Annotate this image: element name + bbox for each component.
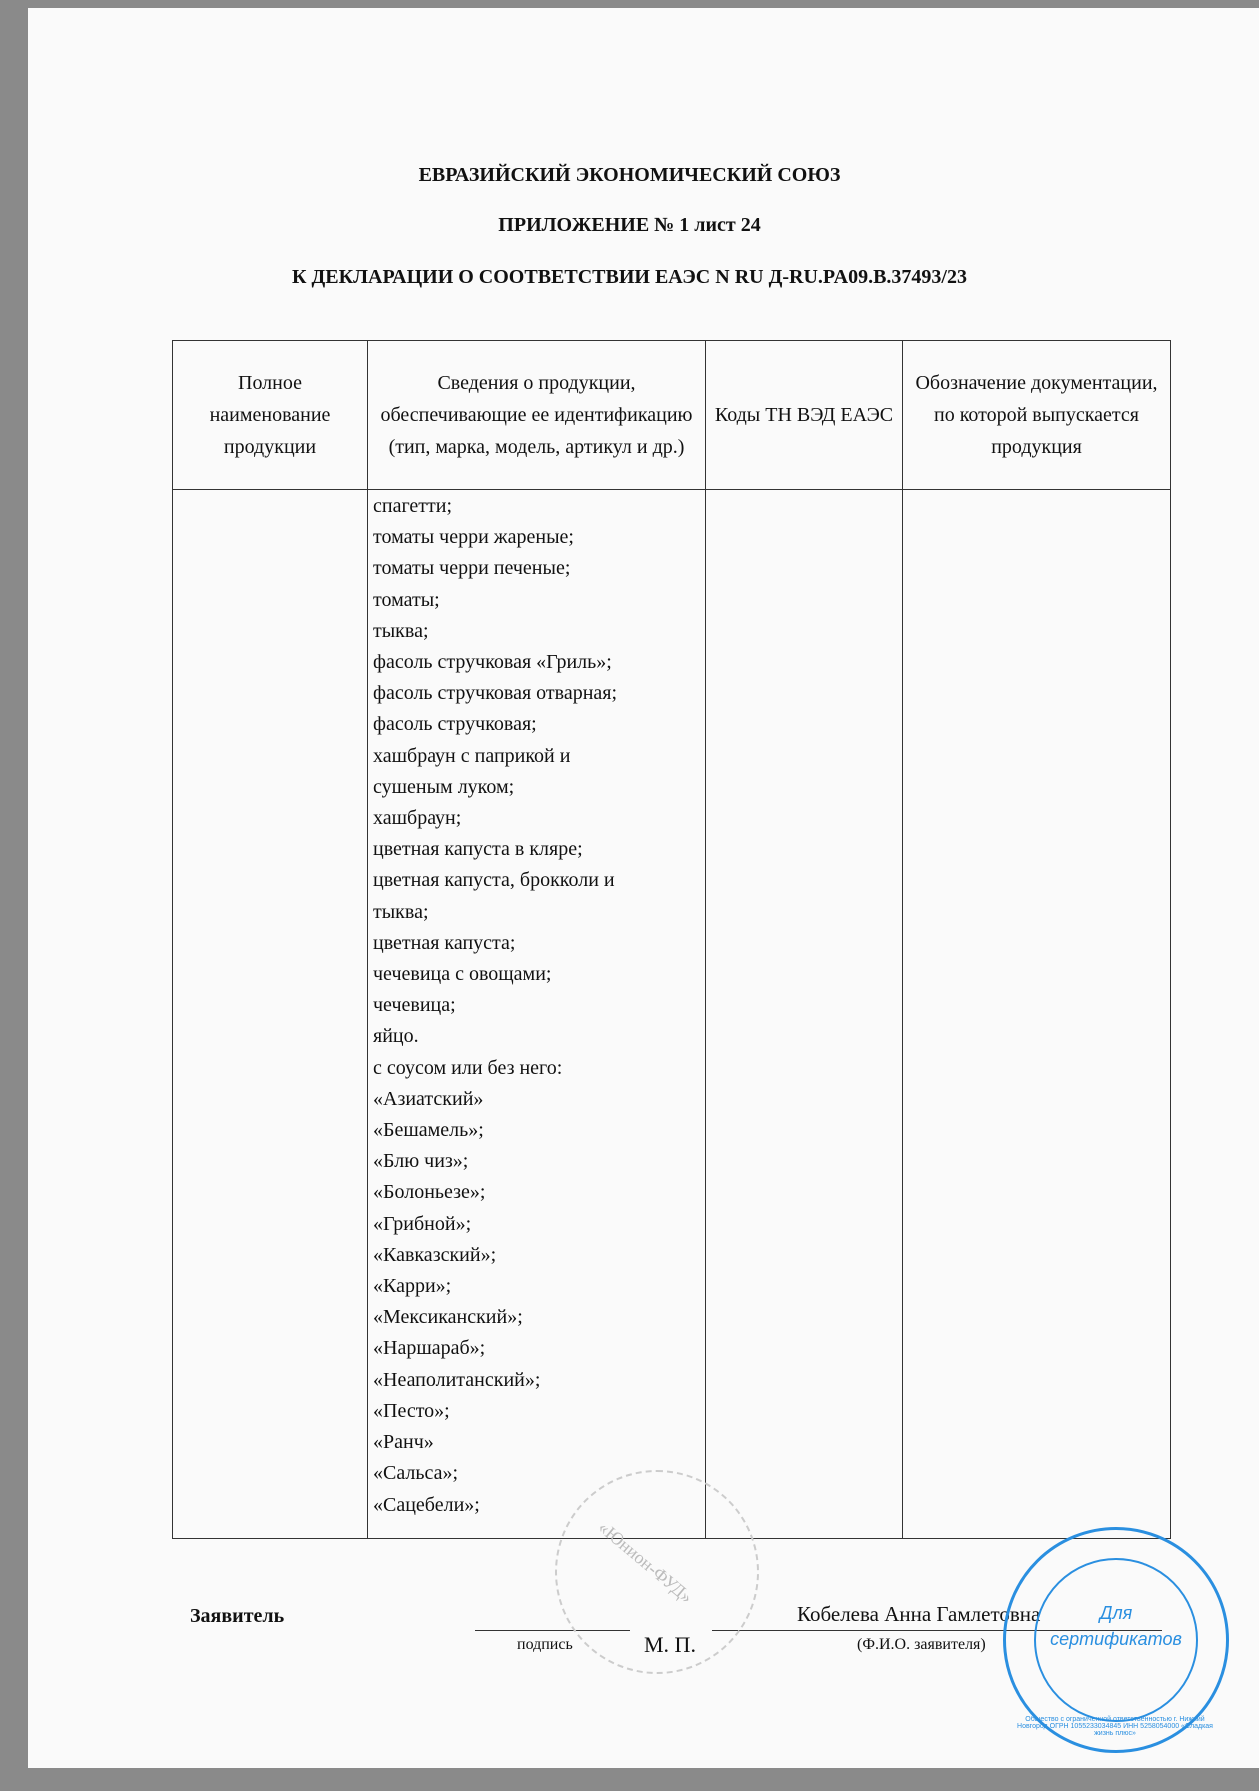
list-item: яйцо.	[373, 1025, 419, 1048]
seal-caption: М. П.	[644, 1632, 696, 1657]
cell-name	[173, 490, 368, 1539]
list-item: фасоль стручковая;	[373, 713, 537, 736]
header-declaration: К ДЕКЛАРАЦИИ О СООТВЕТСТВИИ ЕАЭС N RU Д-RU.PA09.B.37493/23	[292, 266, 967, 288]
list-item: с соусом или без него:	[373, 1056, 563, 1079]
list-item: «Азиатский»	[373, 1087, 484, 1110]
list-item: «Мексиканский»;	[373, 1306, 523, 1329]
cell-codes	[706, 490, 903, 1539]
applicant-label: Заявитель	[190, 1605, 285, 1627]
company-seal-text: «Юнион-ФУД»	[594, 1517, 697, 1608]
list-item: сушеным луком;	[373, 775, 515, 798]
list-item: томаты черри жареные;	[373, 526, 574, 549]
items-list	[369, 491, 704, 1537]
col-header-name: Полное наименование продукции	[173, 341, 368, 490]
table-header-row	[173, 341, 1171, 490]
list-item: цветная капуста, брокколи и	[373, 869, 615, 892]
company-seal	[555, 1470, 759, 1674]
list-item: «Болоньезе»;	[373, 1181, 486, 1204]
list-item: чечевица;	[373, 994, 456, 1017]
applicant-name: Кобелева Анна Гамлетовна	[797, 1602, 1041, 1626]
list-item: «Сальса»;	[373, 1462, 459, 1485]
cell-docs	[903, 490, 1171, 1539]
list-item: спагетти;	[373, 495, 453, 517]
list-item: «Бешамель»;	[373, 1119, 484, 1142]
col-header-codes: Коды ТН ВЭД ЕАЭС	[706, 341, 903, 490]
stamp-text: Для сертификатов	[1050, 1603, 1182, 1649]
list-item: чечевица с овощами;	[373, 963, 552, 986]
list-item: «Блю чиз»;	[373, 1150, 469, 1173]
col-header-info: Сведения о продукции, обеспечивающие ее идентификацию (тип, марка, модель, артикул и др.)	[368, 341, 706, 490]
list-item: томаты;	[373, 588, 440, 611]
blue-stamp	[1003, 1527, 1229, 1753]
cell-info	[368, 490, 706, 1539]
list-item: «Ранч»	[373, 1431, 434, 1454]
list-item: тыква;	[373, 619, 429, 642]
stamp-ring-text: Общество с ограниченной ответственностью г. Нижний Новгород ОГРН 1055233034845 ИНН 5258054000 «Сладкая жизнь плюс»	[1017, 1716, 1213, 1737]
header-union: ЕВРАЗИЙСКИЙ ЭКОНОМИЧЕСКИЙ СОЮЗ	[418, 164, 841, 186]
list-item: томаты черри печеные;	[373, 557, 571, 580]
list-item: цветная капуста;	[373, 931, 516, 954]
list-item: «Неаполитанский»;	[373, 1368, 541, 1391]
col-header-docs: Обозначение документации, по которой выпускается продукция	[903, 341, 1171, 490]
signature-caption: подпись	[517, 1636, 573, 1653]
list-item: фасоль стручковая отварная;	[373, 682, 618, 705]
list-item: хашбраун;	[373, 807, 462, 830]
list-item: цветная капуста в кляре;	[373, 838, 583, 861]
list-item: тыква;	[373, 900, 429, 923]
list-item: «Грибной»;	[373, 1212, 472, 1235]
list-item: «Кавказский»;	[373, 1243, 497, 1266]
list-item: фасоль стручковая «Гриль»;	[373, 651, 612, 674]
table-row	[173, 490, 1171, 1539]
header-appendix: ПРИЛОЖЕНИЕ № 1 лист 24	[498, 214, 761, 236]
list-item: хашбраун с паприкой и	[373, 744, 571, 767]
list-item: «Наршараб»;	[373, 1337, 486, 1360]
list-item: «Сацебели»;	[373, 1493, 480, 1516]
products-table	[172, 340, 1171, 1539]
list-item: «Карри»;	[373, 1275, 452, 1298]
name-caption: (Ф.И.О. заявителя)	[857, 1636, 986, 1653]
list-item: «Песто»;	[373, 1399, 450, 1422]
